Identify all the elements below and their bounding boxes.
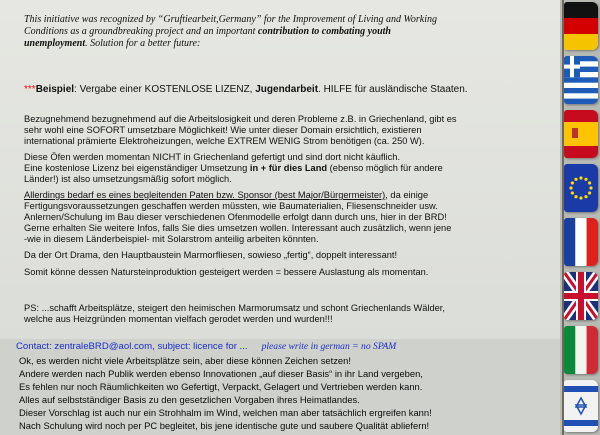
paragraph-5: Somit könne dessen Natursteinproduktion gesteigert werden = bessere Auslastung als momentan.: [24, 267, 429, 277]
sponsor-underlined: Allerdings bedarf es eines begleitenden Paten bzw. Sponsor (best Major/Bürgermeister): [24, 190, 386, 200]
intro-bold-unemployment: unemployment: [24, 38, 86, 49]
contact-email-link[interactable]: Contact: zentraleBRD@aol.com, subject: licence for ...: [16, 341, 248, 352]
germany-flag: [564, 2, 598, 50]
para3-line: -wie in diesem Länderbeispiel- mit Solarstrom anteilig arbeiten könnten.: [24, 234, 319, 244]
intro-line-2: Conditions as a groundbreaking project and an important contribution to combating youth: [24, 26, 391, 37]
para2-line: Länder!) ist also umsetzungsmäßig sofort möglich.: [24, 174, 232, 184]
bottom-line: Nach Schulung wird noch per PC begleitet, bis jene identische gute und saubere Qualität abliefern!: [19, 420, 430, 431]
israel-flag: [564, 380, 598, 432]
paragraph-2: [24, 152, 552, 185]
para3-line: Anlernen/Schulung im Bau dieser verschiedenen Ofenmodelle erfolgt dann durch uns, hier in der BRD!: [24, 212, 447, 222]
greece-flag: [564, 56, 598, 104]
paragraph-1: [24, 114, 552, 147]
beispiel-label: Beispiel: [35, 84, 75, 95]
ps-line: PS: ...schafft Arbeitsplätze, steigert den heimischen Marmorumsatz und schont Griechenlands Wälder,: [24, 303, 445, 313]
italy-flag: [564, 326, 598, 374]
para3-line: Allerdings bedarf es eines begleitenden Paten bzw. Sponsor (best Major/Bürgermeister), da einige: [24, 190, 429, 200]
para3-line: Gerne erhalten Sie weitere Infos, falls Sie dies umsetzen wollen. Interessant auch zusätzlich, wenn jene: [24, 223, 452, 233]
para1-line: Bezugnehmend bezugnehmend auf die Arbeitslosigkeit und deren Probleme z.B. in Griechenland, gibt es: [24, 114, 457, 124]
intro-line-1: This initiative was recognized by “Gruftiearbeit,Germany” for the Improvement of Living and Working: [24, 14, 438, 25]
bottom-line: Dieser Vorschlag ist auch nur ein Strohhalm im Wind, welchen man aber tatsächlich ergreifen kann!: [19, 407, 432, 418]
contact-note: please write in german = no SPAM: [261, 341, 397, 352]
uk-flag: [564, 272, 598, 320]
france-flag: [564, 218, 598, 266]
flag-column: [560, 0, 600, 435]
contact-line[interactable]: [16, 341, 396, 352]
intro-line-3: unemployment. Solution for a better future:: [24, 38, 201, 49]
bottom-line: Alles auf selbstständiger Basis zu den gesetzlichen Vorgaben ihres Heimatlandes.: [19, 394, 360, 405]
ps-line: welche aus Heizgründen momentan vielfach gerodet werden und wurden!!!: [24, 314, 333, 324]
beispiel-jugendarbeit: Jugendarbeit: [255, 84, 319, 95]
para2-bold: in + für dies Land: [249, 163, 328, 173]
intro-bold-contribution: contribution to combating youth: [257, 26, 391, 37]
eu-flag: [564, 164, 598, 212]
intro-paragraph: [24, 14, 552, 50]
para1-line: international prämierte Elektroheizungen, welche EXTREM WENIG Strom benötigen (ca. 250 W).: [24, 136, 425, 146]
paragraph-3: [24, 190, 552, 245]
bottom-line: Ok, es werden nicht viele Arbeitsplätze sein, aber diese können Zeichen setzen!: [19, 355, 351, 366]
para2-line: Eine kostenlose Lizenz bei eigenständiger Umsetzung in + für dies Land (ebenso möglich für andere: [24, 163, 443, 173]
para3-line: Fertigungsvoraussetzungen geschaffen werden müssten, wie Baumaterialien, Fliesenschneider usw.: [24, 201, 438, 211]
beispiel-line: ***Beispiel: Vergabe einer KOSTENLOSE LIZENZ, Jugendarbeit. HILFE für ausländische Staaten.: [24, 84, 468, 95]
bottom-line: Es fehlen nur noch Räumlichkeiten wo Gefertigt, Verpackt, Gelagert und Vertrieben werden kann.: [19, 381, 423, 392]
bottom-line: Andere werden nach Publik werden ebenso Innovationen „auf dieser Basis“ in ihr Land vergeben,: [19, 368, 423, 379]
para1-line: sehr wohl eine SOFORT umsetzbare Möglichkeit! Wie unter dieser Domain ersichtlich, existieren: [24, 125, 422, 135]
beispiel-stars: ***: [24, 84, 36, 95]
spain-flag: [564, 110, 598, 158]
para2-line: Diese Öfen werden momentan NICHT in Griechenland gefertigt und sind dort nicht käuflich.: [24, 152, 401, 162]
ps-paragraph: [24, 303, 552, 325]
paragraph-4: Da der Ort Drama, den Hauptbaustein Marmorfliesen, sowieso „fertig“, doppelt interessant!: [24, 250, 398, 260]
